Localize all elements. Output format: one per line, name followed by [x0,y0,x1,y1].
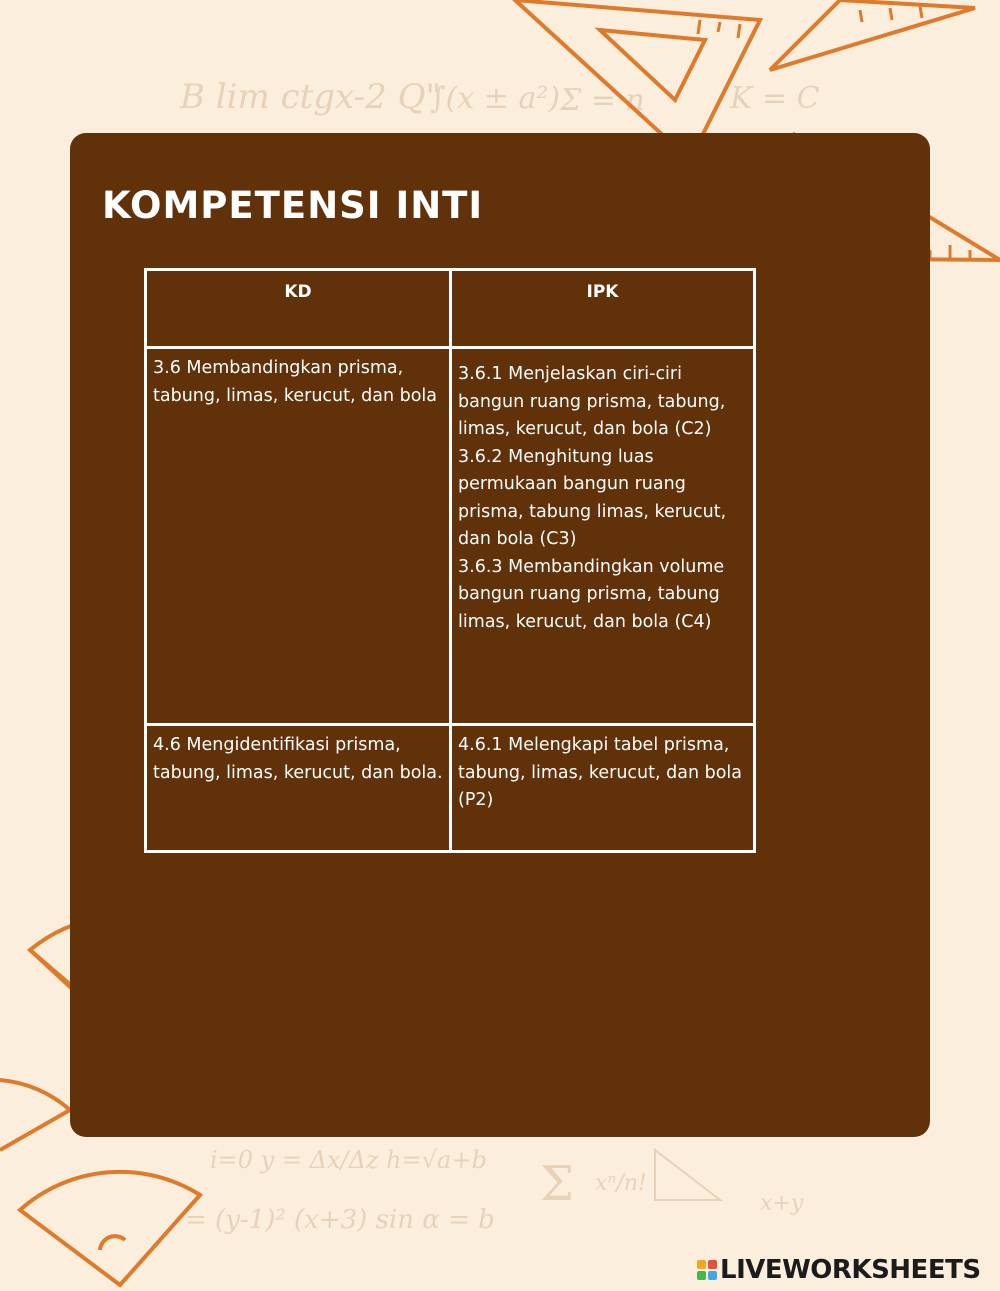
svg-text:K = C: K = C [730,81,820,116]
kd-cell: 3.6 Membandingkan prisma, tabung, limas, kerucut, dan bola [146,348,451,725]
logo-square [708,1260,717,1269]
ipk-cell: 3.6.1 Menjelaskan ciri-ciri bangun ruang prisma, tabung, limas, kerucut, dan bola (C2) 3.6.2 Menghitung luas permukaan bangun ruang prisma, tabung limas, kerucut, dan bola (C3) 3.6.3 Membandingkan volume bangun ruang prisma, tabung limas, kerucut, dan bola (C4) [451,348,755,725]
svg-text:= (y-1)² (x+3) sin α = b: = (y-1)² (x+3) sin α = b [185,1205,495,1235]
svg-text:i=0 y = Δx/Δz h=√a+b: i=0 y = Δx/Δz h=√a+b [210,1146,487,1174]
svg-text:x+y: x+y [760,1191,804,1216]
column-header-ipk: IPK [451,270,755,348]
logo-square [697,1260,706,1269]
kd-cell: 4.6 Mengidentifikasi prisma, tabung, limas, kerucut, dan bola. [146,725,451,852]
svg-text:xⁿ/n!: xⁿ/n! [595,1171,647,1196]
liveworksheets-logo-icon [697,1260,717,1280]
page-title: KOMPETENSI INTI [102,184,484,227]
svg-text:B lim ctgx-2 Q": B lim ctgx-2 Q" [180,77,442,117]
competency-table [144,268,756,853]
column-header-kd: KD [146,270,451,348]
logo-square [697,1271,706,1280]
logo-square [708,1271,717,1280]
svg-text:∫(x ± a²): ∫(x ± a²) [430,81,561,116]
svg-text:Σ = n: Σ = n [560,83,645,118]
table-row [146,725,755,852]
table-row [146,348,755,725]
brand-name: LIVEWORKSHEETS [720,1255,981,1285]
svg-text:Σ: Σ [540,1156,574,1212]
table-header-row [146,270,755,348]
liveworksheets-brand [697,1255,981,1285]
ipk-cell: 4.6.1 Melengkapi tabel prisma, tabung, limas, kerucut, dan bola (P2) [451,725,755,852]
